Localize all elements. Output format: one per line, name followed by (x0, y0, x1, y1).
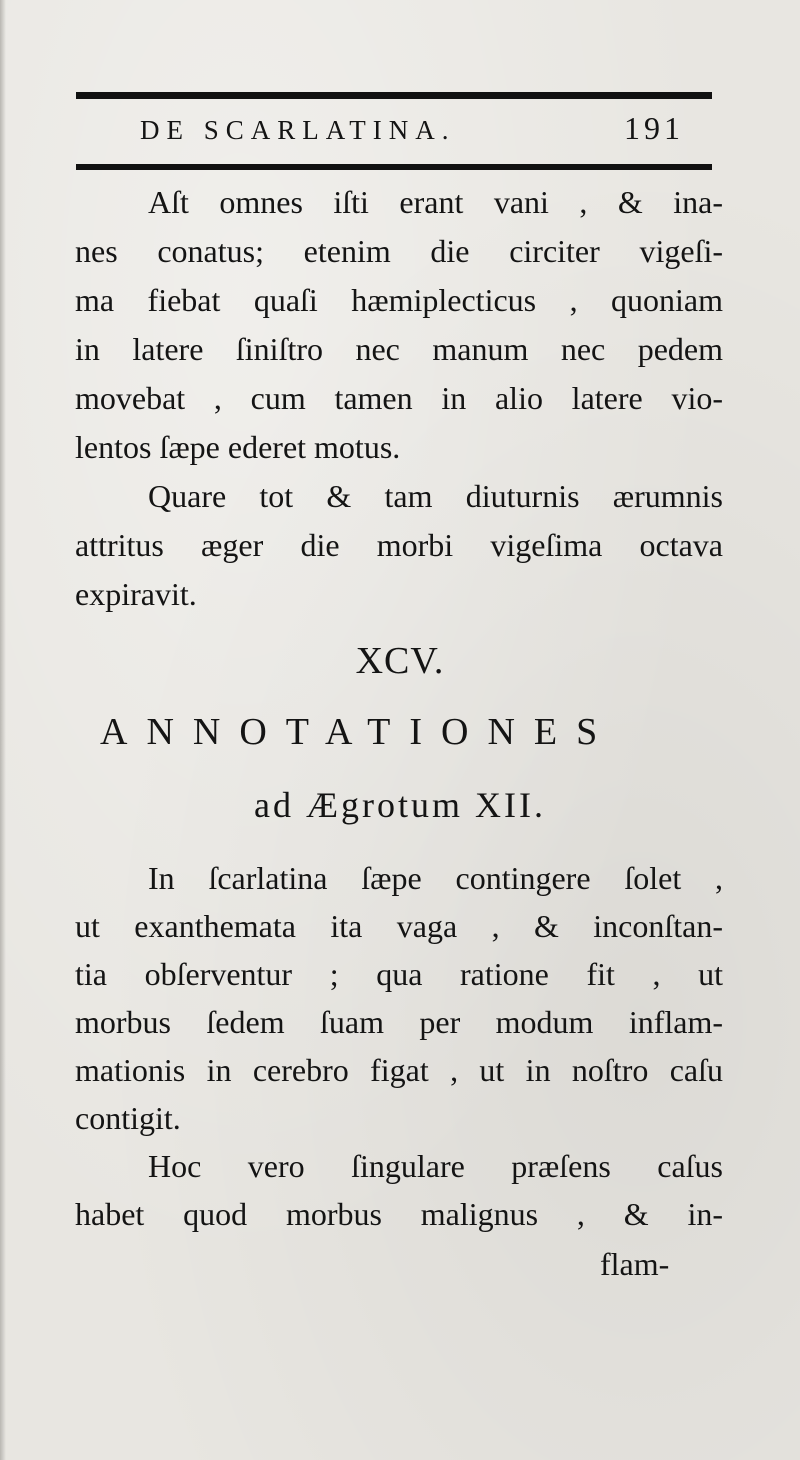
text-line: attritus æger die morbi vigeſima octava (75, 527, 723, 563)
text-line: In ſcarlatina ſæpe contingere ſolet , (148, 860, 723, 896)
running-title: DE SCARLATINA. (140, 115, 456, 145)
text-line: Hoc vero ſingulare præſens caſus (148, 1148, 723, 1184)
text-line: mationis in cerebro figat , ut in noſtro caſu (75, 1052, 723, 1088)
header-rule-top (76, 92, 712, 99)
catchword: flam- (600, 1246, 670, 1282)
text-line: tia obſerventur ; qua ratione fit , ut (75, 956, 723, 992)
section-title: ANNOTATIONES (100, 711, 617, 753)
text-line: lentos ſæpe ederet motus. (75, 429, 401, 465)
page-edge-shadow (0, 0, 6, 1460)
text-line: ma fiebat quaſi hæmiplecticus , quoniam (75, 282, 723, 318)
text-line: morbus ſedem ſuam per modum inflam- (75, 1004, 723, 1040)
text-line: nes conatus; etenim die circiter vigeſi- (75, 233, 723, 269)
header-rule-bottom (76, 164, 712, 170)
text-line: ut exanthemata ita vaga , & inconſtan- (75, 908, 723, 944)
text-line: in latere ſiniſtro nec manum nec pedem (75, 331, 723, 367)
section-number: XCV. (355, 640, 445, 682)
page-number: 191 (624, 110, 684, 146)
text-line: expiravit. (75, 576, 197, 612)
text-line: Quare tot & tam diuturnis ærumnis (148, 478, 723, 514)
text-line: Aſt omnes iſti erant vani , & ina- (148, 184, 723, 220)
section-subtitle: ad Ægrotum XII. (254, 785, 546, 825)
text-line: movebat , cum tamen in alio latere vio- (75, 380, 723, 416)
text-line: contigit. (75, 1100, 181, 1136)
text-line: habet quod morbus malignus , & in- (75, 1196, 723, 1232)
